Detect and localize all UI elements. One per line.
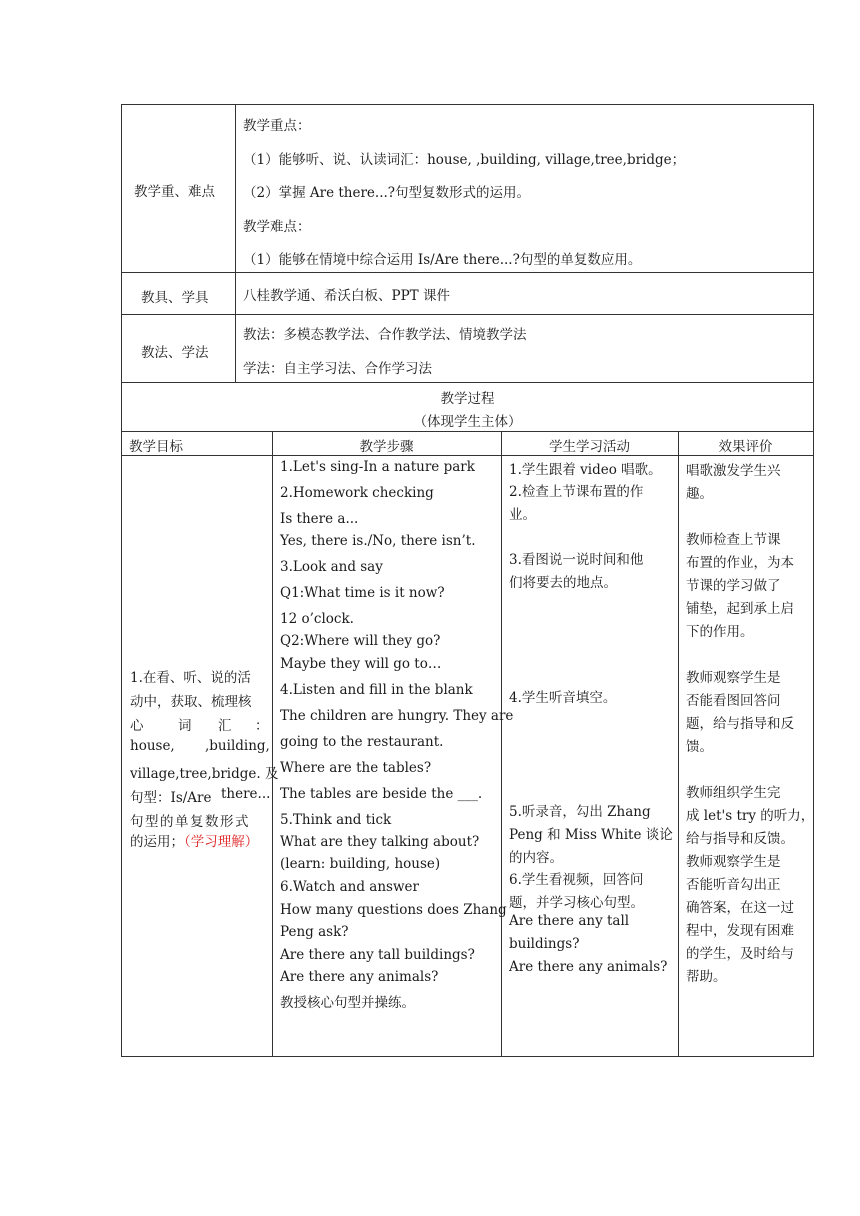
step-line: What are they talking about? <box>280 834 480 850</box>
goal-line <box>130 830 258 850</box>
evaluation-line: 程中，发现有困难 <box>686 923 794 939</box>
evaluation-line: 帮助。 <box>686 969 727 985</box>
goal-line: 句型的单复数形式 <box>130 814 250 830</box>
evaluation-line: 唱歌激发学生兴 <box>686 463 781 479</box>
header-steps: 教学步骤 <box>359 439 414 455</box>
goal-line: ,building, <box>205 738 270 754</box>
step-line: Where are the tables? <box>280 760 432 776</box>
row-label-key-points: 教学重、难点 <box>134 184 215 200</box>
activity-line: Are there any animals? <box>509 959 668 975</box>
header-evaluation: 效果评价 <box>718 439 773 455</box>
row-label-materials: 教具、学具 <box>141 290 209 306</box>
goal-use-text: 的运用； <box>130 834 184 850</box>
step-line: Yes, there is./No, there isn’t. <box>280 533 476 549</box>
methods-line: 教法：多模态教学法、合作教学法、情境教学法 <box>243 327 527 343</box>
evaluation-line: 成 let's try 的听力， <box>686 808 815 824</box>
goal-line: 汇 <box>218 718 232 734</box>
key-points-line: （2）掌握 Are there...?句型复数形式的运用。 <box>243 185 531 201</box>
goal-line: house, <box>130 738 175 754</box>
step-line: 教授核心句型并操练。 <box>280 995 415 1011</box>
materials-text: 八桂教学通、希沃白板、PPT 课件 <box>243 288 450 304</box>
step-line: The children are hungry. They are <box>280 708 514 724</box>
header-goal: 教学目标 <box>129 439 183 455</box>
evaluation-line: 给与指导和反馈。 <box>686 831 794 847</box>
evaluation-line: 否能看图回答问 <box>686 693 781 709</box>
goal-line: 词 <box>178 718 192 734</box>
activity-line: 的内容。 <box>509 850 563 866</box>
step-line: Are there any tall buildings? <box>280 947 475 963</box>
step-line: 12 o’clock. <box>280 611 354 627</box>
activity-line: buildings? <box>509 936 580 952</box>
evaluation-line: 的学生，及时给与 <box>686 946 794 962</box>
evaluation-line: 馈。 <box>686 739 713 755</box>
step-line: 2.Homework checking <box>280 485 434 501</box>
activity-line: 业。 <box>509 507 536 523</box>
step-line: 6.Watch and answer <box>280 879 419 895</box>
key-points-line: 教学重点： <box>243 118 311 134</box>
evaluation-line: 铺垫，起到承上启 <box>686 601 794 617</box>
activity-line: 3.看图说一说时间和他 <box>509 552 644 568</box>
step-line: (learn: building, house) <box>280 856 441 872</box>
evaluation-line: 教师检查上节课 <box>686 532 781 548</box>
key-points-line: 教学难点： <box>243 219 311 235</box>
step-line: Q2:Where will they go? <box>280 633 441 649</box>
goal-line: there... <box>221 786 271 802</box>
step-line: 5.Think and tick <box>280 812 392 828</box>
step-line: Peng ask? <box>280 924 349 940</box>
methods-line: 学法：自主学习法、合作学习法 <box>243 361 432 377</box>
evaluation-line: 布置的作业，为本 <box>686 555 794 571</box>
key-points-line: （1）能够在情境中综合运用 Is/Are there...?句型的单复数应用。 <box>243 252 642 268</box>
step-line: 3.Look and say <box>280 559 383 575</box>
header-activities: 学生学习活动 <box>549 439 630 455</box>
goal-line: 1.在看、听、说的活 <box>130 670 251 686</box>
evaluation-line: 教师观察学生是 <box>686 670 781 686</box>
evaluation-line: 否能听音勾出正 <box>686 877 781 893</box>
step-line: 1.Let's sing-In a nature park <box>280 459 475 475</box>
evaluation-line: 节课的学习做了 <box>686 578 781 594</box>
activity-line: 4.学生听音填空。 <box>509 690 617 706</box>
activity-line: Are there any tall <box>509 913 630 929</box>
goal-line: ： <box>255 718 269 734</box>
activity-line: 2.检查上节课布置的作 <box>509 484 644 500</box>
evaluation-line: 教师观察学生是 <box>686 854 781 870</box>
step-line: 4.Listen and fill in the blank <box>280 682 473 698</box>
goal-line: 句型：Is/Are <box>130 790 212 806</box>
step-line: The tables are beside the ___. <box>280 786 483 802</box>
row-label-methods: 教法、学法 <box>141 345 209 361</box>
evaluation-line: 确答案，在这一过 <box>686 900 794 916</box>
evaluation-line: 下的作用。 <box>686 624 754 640</box>
goal-tag: （学习理解） <box>184 834 259 850</box>
step-line: Are there any animals? <box>280 969 439 985</box>
activity-line: 题，并学习核心句型。 <box>509 895 644 911</box>
goal-line: 动中，获取、梳理核 <box>130 694 252 710</box>
activity-line: 5.听录音，勾出 Zhang <box>509 804 651 820</box>
step-line: going to the restaurant. <box>280 734 444 750</box>
step-line: Q1:What time is it now? <box>280 585 445 601</box>
goal-line: 心 <box>130 718 144 734</box>
step-line: Maybe they will go to… <box>280 656 442 672</box>
activity-line: 们将要去的地点。 <box>509 575 617 591</box>
process-title: 教学过程 <box>440 391 495 407</box>
step-line: Is there a... <box>280 511 359 527</box>
evaluation-line: 趣。 <box>686 486 713 502</box>
process-subtitle: （体现学生主体） <box>413 414 522 430</box>
goal-line: village,tree,bridge. 及 <box>130 766 279 782</box>
key-points-line: （1）能够听、说、认读词汇：house, ,building, village,tree,bridge； <box>243 152 686 168</box>
activity-line: Peng 和 Miss White 谈论 <box>509 827 673 843</box>
step-line: How many questions does Zhang <box>280 902 507 918</box>
evaluation-line: 题，给与指导和反 <box>686 716 794 732</box>
activity-line: 1.学生跟着 video 唱歌。 <box>509 462 662 478</box>
evaluation-line: 教师组织学生完 <box>686 785 781 801</box>
activity-line: 6.学生看视频，回答问 <box>509 872 644 888</box>
